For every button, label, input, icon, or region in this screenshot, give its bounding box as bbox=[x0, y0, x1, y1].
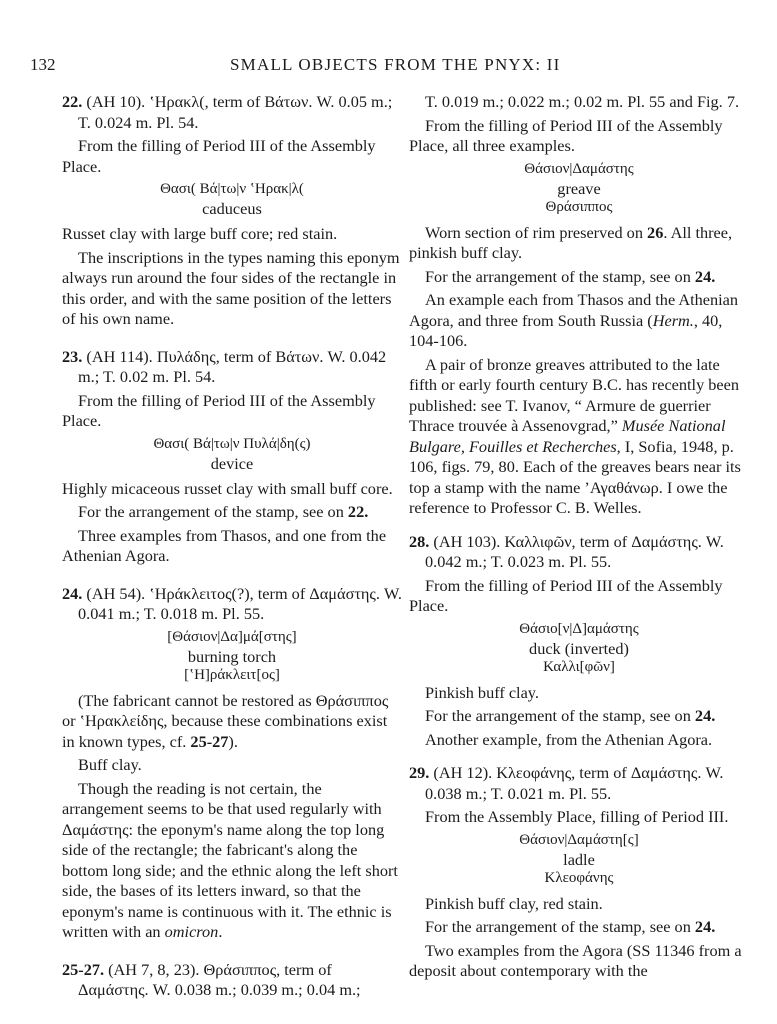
clay-description: Russet clay with large buff core; red stain. bbox=[62, 224, 338, 243]
commentary: Two examples from the Agora (SS 11346 from a deposit about contemporary with the bbox=[409, 940, 742, 980]
entry-number: 24. bbox=[62, 583, 83, 603]
commentary: The inscriptions in the types naming this eponym always run around the four sides of the rectangle in this order, and with the same position of the letters of his own name. bbox=[62, 247, 400, 328]
entry-28-heading bbox=[409, 532, 749, 573]
parenthetical-note bbox=[62, 691, 402, 753]
stamp-transcription bbox=[409, 160, 749, 217]
stamp-line: Θάσιο[ν|Δ]αμάστης bbox=[519, 620, 639, 637]
note-text: . All three, pinkish buff clay. bbox=[409, 222, 733, 262]
emphasis: Musée National Bulgare, Fouilles et Recherches bbox=[409, 416, 726, 456]
arrangement-note bbox=[409, 706, 749, 727]
note-text: , 40, 104-106. bbox=[409, 310, 723, 350]
stamp-device: caduceus bbox=[202, 199, 262, 218]
stamp-device: ladle bbox=[563, 849, 595, 869]
stamp-line: [ʽΗ]ράκλειτ[ος] bbox=[184, 666, 280, 683]
stamp-line: [Θάσιον|Δα]μά[στης] bbox=[167, 628, 297, 645]
arrangement-note bbox=[409, 267, 749, 288]
entry-number: 23. bbox=[62, 346, 83, 366]
emphasis: omicron bbox=[164, 922, 219, 941]
entry-25-27-heading bbox=[62, 960, 402, 1001]
note-text: , I, Sofia, 1948, p. 106, figs. 79, 80. Each of the greaves bears near its top a stamp with the name ʼΑγαθάνωρ. I owe the reference to Professor C. B. Welles. bbox=[409, 436, 741, 517]
emphasis: Herm. bbox=[652, 310, 694, 330]
stamp-line: Θάσιον|Δαμάστη[ς] bbox=[519, 831, 639, 848]
note-text: An example each from Thasos and the Athenian Agora, and three from South Russia ( bbox=[409, 290, 739, 330]
note-text: (The fabricant cannot be restored as Θράσιππος or ʽΗρακλείδης, because these combinations exist in known types, cf. bbox=[62, 690, 389, 751]
note-text: ). bbox=[228, 731, 238, 751]
provenance: From the Assembly Place, filling of Period III. bbox=[425, 807, 729, 826]
clay-description: Pinkish buff clay. bbox=[425, 682, 539, 702]
clay-description: Buff clay. bbox=[78, 755, 142, 774]
stamp-line: Καλλι[φῶν] bbox=[543, 658, 615, 675]
commentary-text: . bbox=[218, 922, 223, 941]
condition-note bbox=[409, 223, 749, 264]
clay-description: Pinkish buff clay, red stain. bbox=[425, 893, 603, 913]
cross-reference: 22. bbox=[347, 502, 369, 521]
page-number: 132 bbox=[30, 55, 56, 74]
cross-reference: 24. bbox=[694, 266, 716, 286]
examples-note bbox=[409, 290, 749, 352]
left-column bbox=[62, 92, 402, 1004]
stamp-line: Κλεοφάνης bbox=[544, 869, 614, 886]
arrangement-text: For the arrangement of the stamp, see on bbox=[425, 917, 695, 936]
cross-reference: 24. bbox=[694, 917, 716, 936]
stamp-transcription bbox=[409, 620, 749, 677]
provenance: From the filling of Period III of the Assembly Place. bbox=[62, 390, 376, 430]
cross-reference: 26 bbox=[647, 222, 664, 242]
entry-number: 25-27. bbox=[62, 959, 105, 979]
entry-text: (AH 7, 8, 23). Θράσιππος, term of Δαμάστης. W. 0.038 m.; 0.039 m.; 0.04 m.; bbox=[78, 959, 361, 999]
right-column bbox=[409, 92, 749, 985]
arrangement-note bbox=[409, 917, 749, 938]
provenance: From the filling of Period III of the Assembly Place. bbox=[62, 136, 376, 176]
arrangement-text: For the arrangement of the stamp, see on bbox=[78, 502, 348, 521]
entry-number: 22. bbox=[62, 92, 83, 111]
entry-text: (AH 12). Κλεοφάνης, term of Δαμάστης. W. 0.038 m.; T. 0.021 m. Pl. 55. bbox=[425, 763, 724, 803]
cross-reference: 25-27 bbox=[190, 731, 229, 751]
entry-number: 28. bbox=[409, 531, 430, 551]
commentary: Another example, from the Athenian Agora. bbox=[425, 729, 713, 749]
arrangement-note bbox=[62, 502, 402, 523]
stamp-transcription bbox=[62, 435, 402, 473]
stamp-line: Θασι( Βά|τω|ν ʽΗρακ|λ( bbox=[160, 181, 304, 197]
note-text: Worn section of rim preserved on bbox=[425, 222, 648, 242]
stamp-device: burning torch bbox=[187, 646, 277, 666]
provenance: From the filling of Period III of the Assembly Place, all three examples. bbox=[409, 115, 723, 155]
entry-text: (AH 103). Καλλιφῶν, term of Δαμάστης. W. 0.042 m.; T. 0.023 m. Pl. 55. bbox=[425, 531, 724, 571]
entry-text: (AH 54). ʽΗράκλειτος(?), term of Δαμάστης. W. 0.041 m.; T. 0.018 m. Pl. 55. bbox=[78, 583, 402, 623]
arrangement-text: For the arrangement of the stamp, see on bbox=[425, 266, 695, 286]
stamp-transcription bbox=[62, 628, 402, 685]
entry-23-heading bbox=[62, 347, 402, 388]
entry-24-heading bbox=[62, 584, 402, 625]
stamp-device: duck (inverted) bbox=[529, 638, 629, 658]
commentary bbox=[62, 779, 402, 943]
entry-text: (AH 114). Πυλάδης, term of Βάτων. W. 0.042 m.; T. 0.02 m. Pl. 54. bbox=[78, 346, 387, 386]
commentary: Three examples from Thasos, and one from the Athenian Agora. bbox=[62, 525, 387, 565]
clay-description: Highly micaceous russet clay with small buff core. bbox=[62, 478, 393, 498]
entry-text: (AH 10). ʽΗρακλ(, term of Βάτων. W. 0.05 m.; T. 0.024 m. Pl. 54. bbox=[78, 92, 393, 132]
greaves-note bbox=[409, 355, 749, 519]
stamp-line: Θράσιππος bbox=[545, 198, 613, 215]
commentary-text: Though the reading is not certain, the arrangement seems to be that used regularly with Δαμάστης: the eponym's name along the top long side of the rectangle; the fabricant's along the bottom long side; and the ethnic along the left short side, the bases of its letters inward, so that the eponym's name is continuous with it. The ethnic is written with an bbox=[62, 778, 398, 941]
stamp-device: greave bbox=[557, 178, 601, 198]
stamp-line: Θάσιον|Δαμάστης bbox=[524, 160, 634, 177]
page-header bbox=[30, 55, 745, 83]
stamp-transcription bbox=[409, 831, 749, 888]
cross-reference: 24. bbox=[694, 706, 716, 725]
provenance: From the filling of Period III of the Assembly Place. bbox=[409, 575, 723, 615]
entry-22-heading bbox=[62, 92, 402, 133]
stamp-transcription bbox=[62, 180, 402, 218]
entry-number: 29. bbox=[409, 763, 430, 782]
entry-29-heading bbox=[409, 763, 749, 804]
stamp-line: Θασι( Βά|τω|ν Πυλά|δη(ς) bbox=[153, 435, 311, 452]
arrangement-text: For the arrangement of the stamp, see on bbox=[425, 706, 695, 725]
continued-text: T. 0.019 m.; 0.022 m.; 0.02 m. Pl. 55 and Fig. 7. bbox=[425, 92, 740, 111]
note-text: A pair of bronze greaves attributed to the late fifth or early fourth century B.C. has recently been published: see T. Ivanov, “ Armure de guerrier Thrace trouvée à Assenovgrad,” bbox=[409, 354, 740, 435]
stamp-device: device bbox=[210, 453, 254, 473]
running-title: SMALL OBJECTS FROM THE PNYX: II bbox=[230, 55, 561, 74]
